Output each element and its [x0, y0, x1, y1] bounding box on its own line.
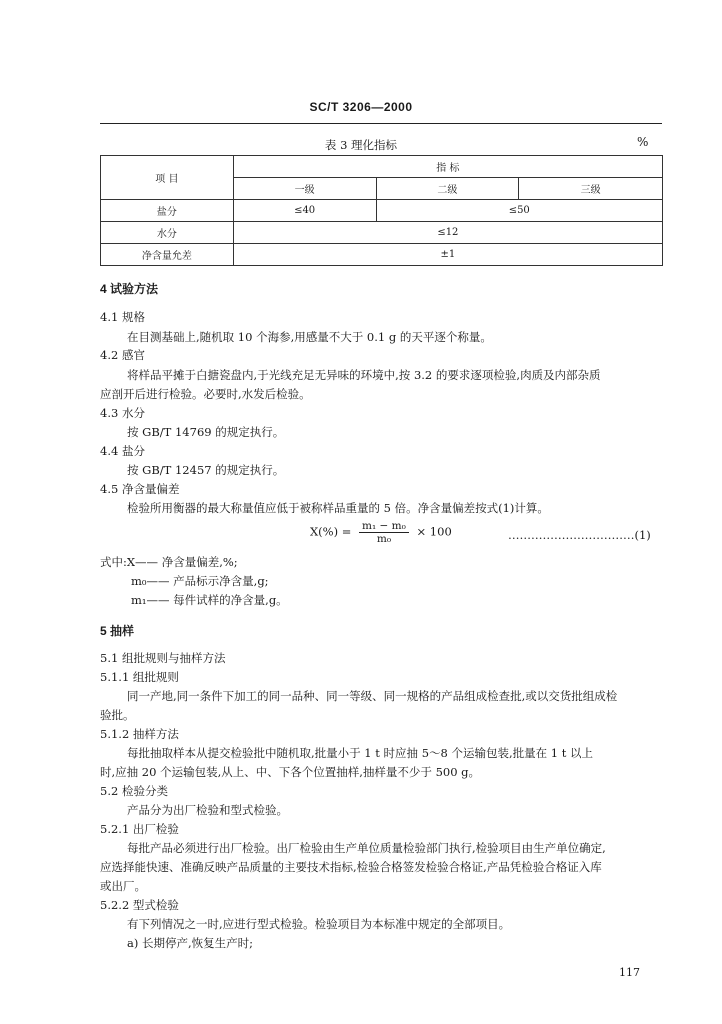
- properties-table: [100, 155, 663, 266]
- grade-1: 一级: [233, 178, 376, 200]
- formula-where: m₁—— 每件试样的净含量,g。: [131, 593, 288, 607]
- formula-1: [310, 520, 452, 545]
- section-5-2-title: 5.2 检验分类: [100, 784, 168, 798]
- formula-where: m₀—— 产品标示净含量,g;: [131, 574, 269, 588]
- row-value: ≤50: [376, 200, 663, 222]
- grade-3: 三级: [519, 178, 663, 200]
- section-5-1-2-text: 时,应抽 20 个运输包装,从上、中、下各个位置抽样,抽样量不少于 500 g。: [100, 765, 481, 779]
- section-5-2-2-title: 5.2.2 型式检验: [100, 898, 179, 912]
- section-5-2-2-text: 有下列情况之一时,应进行型式检验。检验项目为本标准中规定的全部项目。: [127, 917, 511, 931]
- page-header: SC/T 3206—2000: [309, 100, 413, 114]
- grade-2: 二级: [376, 178, 519, 200]
- row-value: ±1: [233, 244, 662, 266]
- section-5-1-1-title: 5.1.1 组批规则: [100, 670, 179, 684]
- section-4-5-text: 检验所用衡器的最大称量值应低于被称样品重量的 5 倍。净含量偏差按式(1)计算。: [127, 501, 549, 515]
- section-4-4-text: 按 GB/T 12457 的规定执行。: [127, 463, 285, 477]
- page-number: 117: [619, 966, 640, 979]
- section-4-2-text: 应剖开后进行检验。必要时,水发后检验。: [100, 387, 311, 401]
- section-4-3-title: 4.3 水分: [100, 406, 145, 420]
- section-4-4-title: 4.4 盐分: [100, 444, 145, 458]
- formula-numerator: m₁ − m₀: [359, 520, 409, 533]
- section-5-2-1-title: 5.2.1 出厂检验: [100, 822, 179, 836]
- table-caption: 表 3 理化指标: [324, 138, 398, 152]
- formula-lhs: X(%) =: [310, 524, 352, 539]
- section-5-title: 5 抽样: [100, 624, 135, 638]
- col-index-header: 指 标: [233, 156, 662, 178]
- section-5-2-1-text: 或出厂。: [100, 879, 146, 893]
- table-row: [101, 244, 663, 266]
- row-name: 净含量允差: [101, 244, 234, 266]
- table-unit: %: [637, 135, 649, 149]
- section-4-2-title: 4.2 感官: [100, 348, 145, 362]
- section-5-2-2-item-a: a) 长期停产,恢复生产时;: [127, 936, 254, 950]
- section-5-2-text: 产品分为出厂检验和型式检验。: [127, 803, 288, 817]
- section-5-1-2-title: 5.1.2 抽样方法: [100, 727, 179, 741]
- formula-tag: ……………………………(1): [508, 528, 651, 542]
- section-5-1-title: 5.1 组批规则与抽样方法: [100, 651, 226, 665]
- section-5-2-1-text: 应选择能快速、准确反映产品质量的主要技术指标,检验合格签发检验合格证,产品凭检验合格证入库: [100, 860, 602, 874]
- section-4-1-text: 在目测基础上,随机取 10 个海参,用感量不大于 0.1 g 的天平逐个称量。: [127, 330, 492, 344]
- row-value: ≤12: [233, 222, 662, 244]
- section-4-1-title: 4.1 规格: [100, 310, 145, 324]
- formula-fraction: [359, 520, 409, 545]
- table-header-row: [101, 156, 663, 178]
- section-5-1-2-text: 每批抽取样本从提交检验批中随机取,批量小于 1 t 时应抽 5～8 个运输包装,批量在 1 t 以上: [127, 746, 594, 760]
- table-row: [101, 200, 663, 222]
- table-row: [101, 222, 663, 244]
- section-5-2-1-text: 每批产品必须进行出厂检验。出厂检验由生产单位质量检验部门执行,检验项目由生产单位确定,: [127, 841, 606, 855]
- col-item-header: 项 目: [101, 156, 234, 200]
- section-5-1-1-text: 验批。: [100, 708, 135, 722]
- row-value: ≤40: [233, 200, 376, 222]
- formula-rhs: × 100: [416, 524, 452, 539]
- section-4-5-title: 4.5 净含量偏差: [100, 482, 180, 496]
- row-name: 盐分: [101, 200, 234, 222]
- row-name: 水分: [101, 222, 234, 244]
- section-4-2-text: 将样品平摊于白搪瓷盘内,于光线充足无异味的环境中,按 3.2 的要求逐项检验,肉质及内部杂质: [127, 368, 601, 382]
- section-4-title: 4 试验方法: [100, 282, 159, 296]
- formula-where: 式中:X—— 净含量偏差,%;: [100, 555, 238, 569]
- section-4-3-text: 按 GB/T 14769 的规定执行。: [127, 425, 285, 439]
- section-5-1-1-text: 同一产地,同一条件下加工的同一品种、同一等级、同一规格的产品组成检查批,或以交货批组成检: [127, 689, 618, 703]
- formula-denominator: m₀: [376, 533, 392, 545]
- header-rule: [100, 123, 662, 124]
